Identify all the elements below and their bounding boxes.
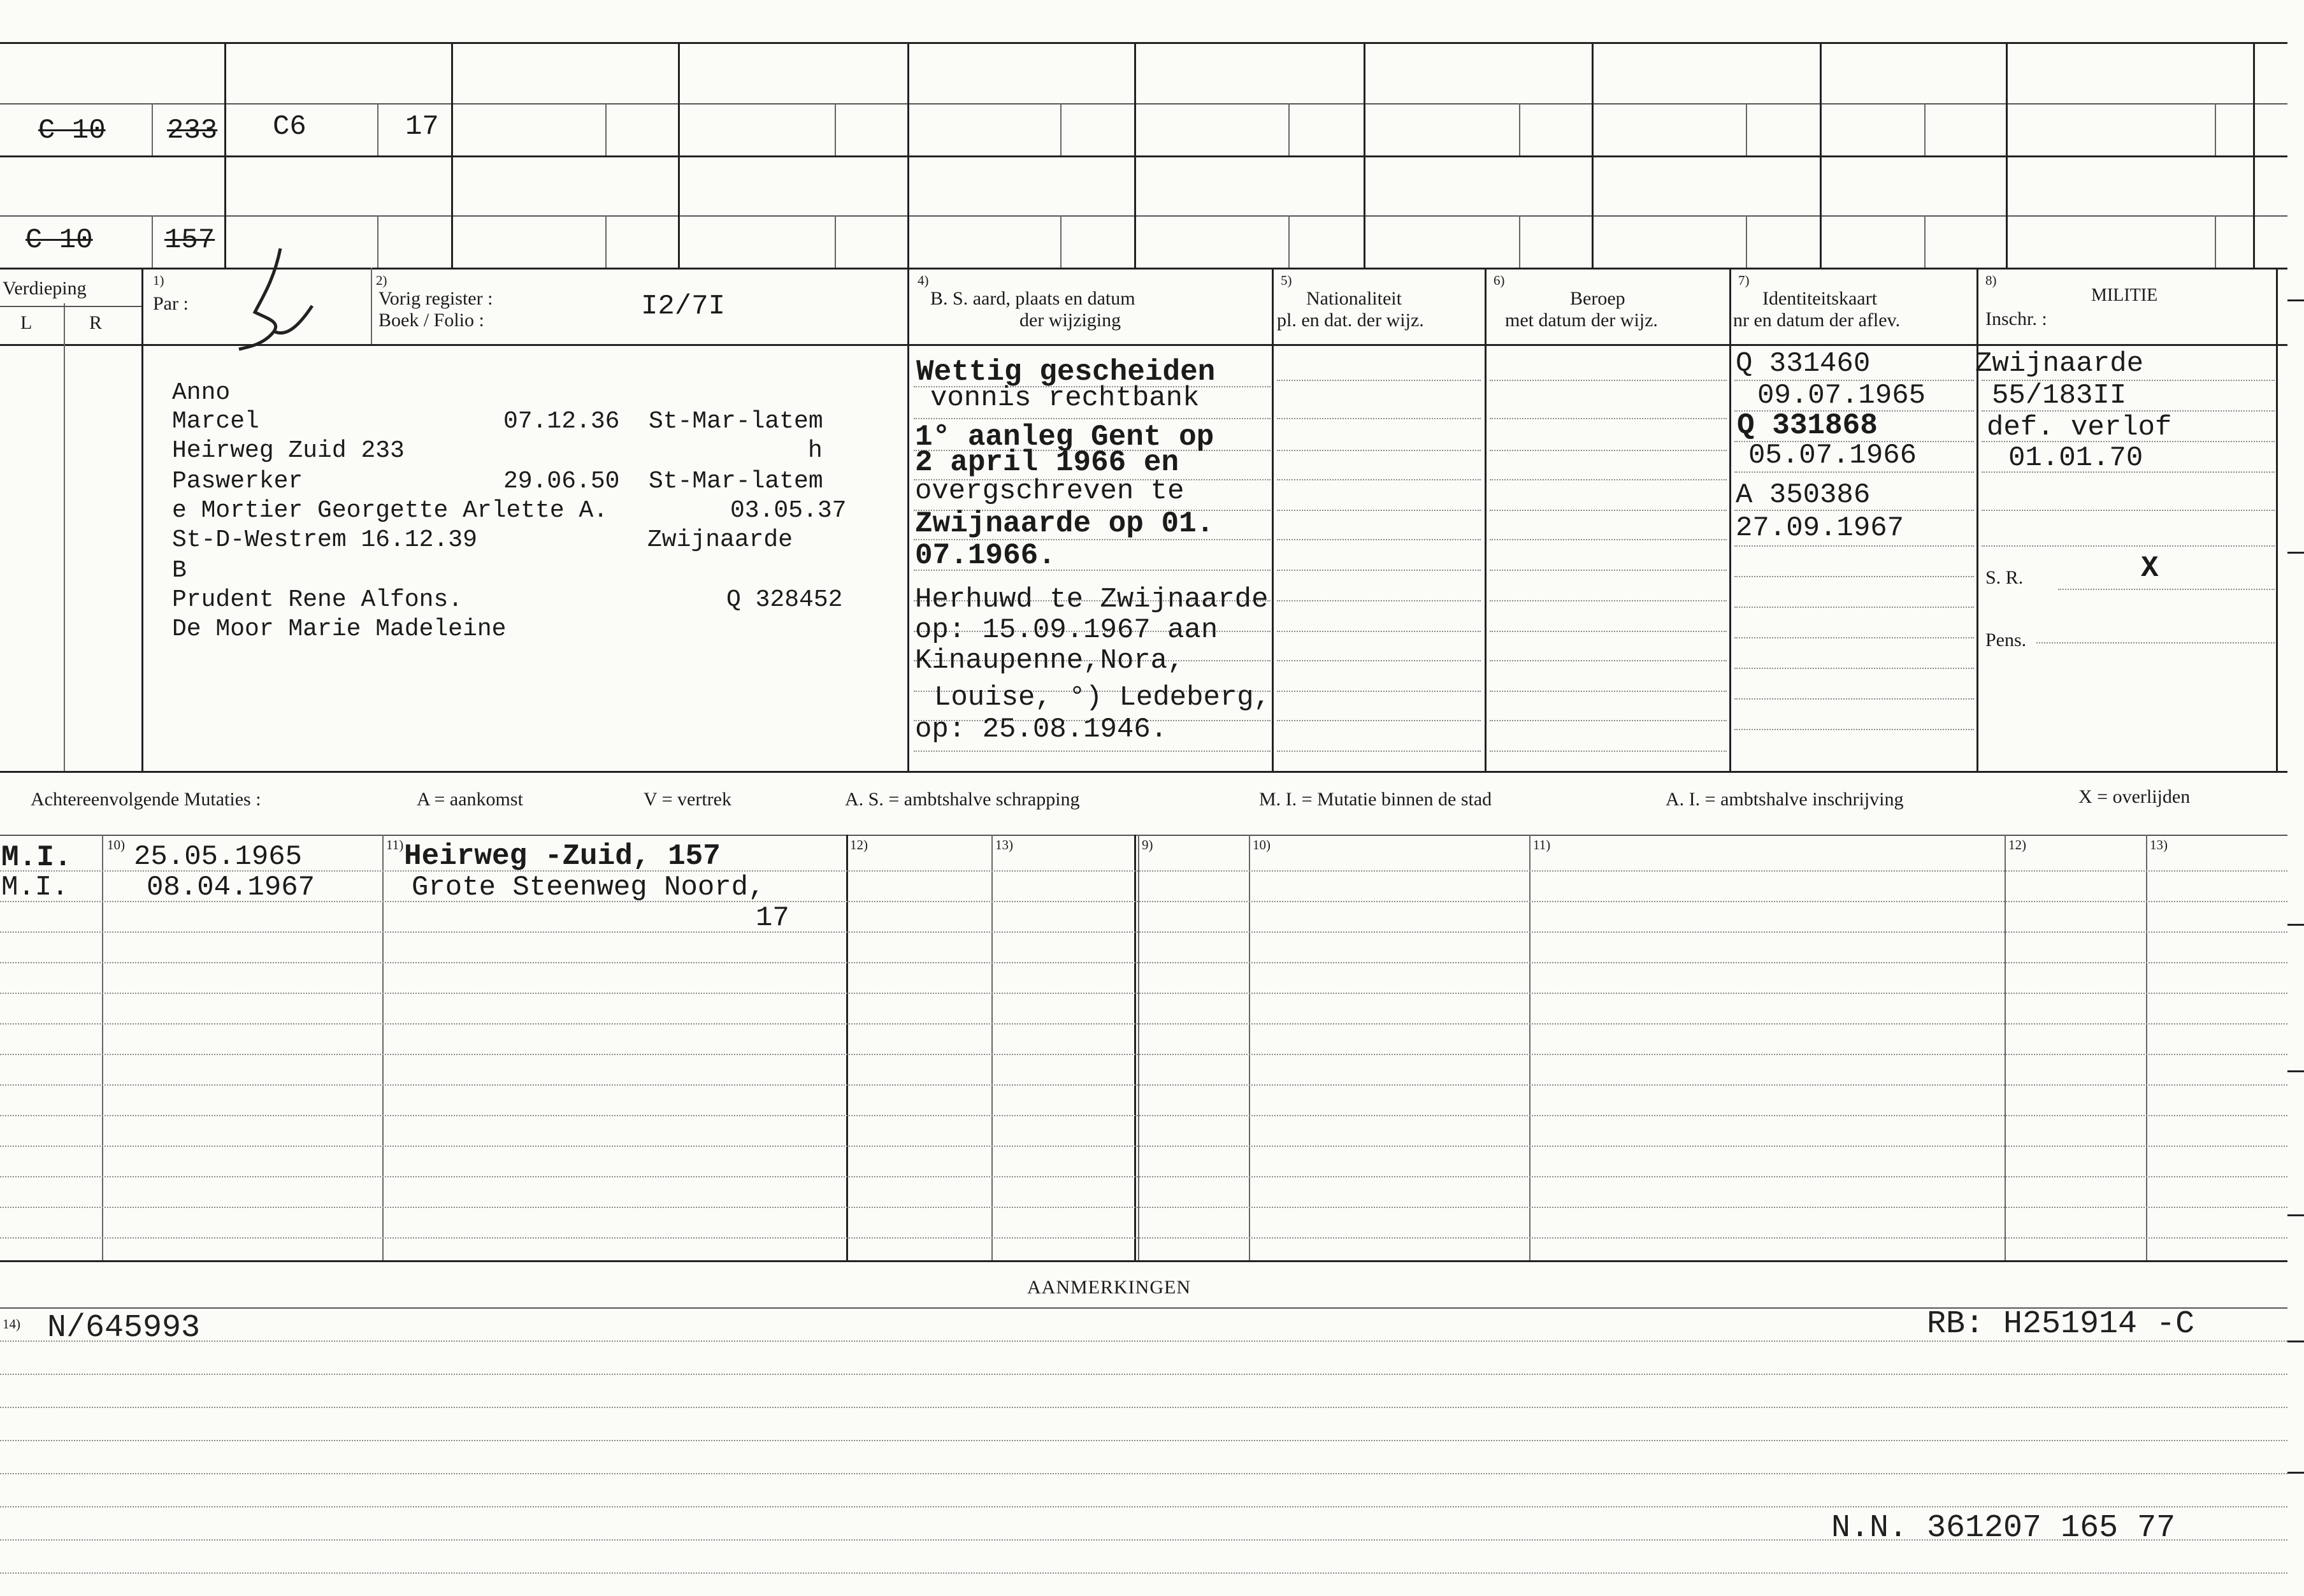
identiteitskaart-sub-label: nr en datum der aflev.	[1733, 310, 1901, 331]
legend-mi: M. I. = Mutatie binnen de stad	[1259, 789, 1492, 810]
n8-label: 8)	[1985, 273, 1997, 288]
legend-a: A = aankomst	[417, 789, 523, 810]
grid-r2-c1: C 10	[25, 224, 93, 256]
person-father: Prudent Rene Alfons.	[172, 586, 463, 614]
mut-row-2-type: M.I.	[1, 872, 69, 903]
boek-folio-label: Boek / Folio :	[378, 310, 484, 331]
col-12b-header: 12)	[2008, 837, 2026, 852]
militie-status: def. verlof	[1987, 412, 2172, 443]
mut-row-1-date: 25.05.1965	[134, 841, 303, 873]
id-card-2-date: 05.07.1966	[1748, 440, 1917, 471]
person-occupation-place: St-Mar-latem	[649, 468, 823, 495]
col-11b-header: 11)	[1533, 837, 1551, 852]
person-address: Heirweg Zuid 233	[172, 437, 405, 464]
legend-as: A. S. = ambtshalve schrapping	[845, 789, 1080, 810]
col-13b-header: 13)	[2150, 837, 2168, 852]
legend-x: X = overlijden	[2078, 786, 2191, 807]
id-card-1-date: 09.07.1965	[1757, 380, 1926, 412]
grid-r2-c2: 157	[164, 224, 215, 256]
inschr-label: Inschr. :	[1985, 308, 2047, 329]
n2-label: 2)	[376, 273, 387, 288]
militie-number: 55/183II	[1992, 380, 2127, 412]
bs-line-0: Wettig gescheiden	[916, 356, 1216, 389]
legend-v: V = vertrek	[644, 789, 731, 810]
person-spouse-place: Zwijnaarde	[647, 526, 793, 554]
bs-label-2: der wijziging	[1019, 310, 1121, 331]
n7-label: 7)	[1738, 273, 1750, 288]
bs-line-1: vonnis rechtbank	[930, 382, 1200, 414]
mut-row-1-address: Heirweg -Zuid, 157	[404, 840, 721, 873]
person-spouse: e Mortier Georgette Arlette A.	[172, 497, 608, 524]
bs-label-1: B. S. aard, plaats en datum	[930, 288, 1135, 309]
mut-row-2-address: Grote Steenweg Noord,	[412, 872, 765, 903]
aanmerkingen-title: AANMERKINGEN	[1027, 1277, 1191, 1298]
legend-ai: A. I. = ambtshalve inschrijving	[1666, 789, 1904, 810]
verdieping-label: Verdieping	[3, 278, 87, 299]
r-label: R	[89, 312, 103, 333]
mut-row-1-type: M.I.	[1, 841, 72, 874]
col-10-header: 10)	[107, 837, 125, 852]
sr-value: X	[2141, 552, 2159, 585]
person-spouse-date: 03.05.37	[730, 497, 847, 524]
n5-label: 5)	[1281, 273, 1292, 288]
person-line	[172, 378, 230, 408]
pen-scribble	[236, 242, 319, 357]
person-occupation-date: 29.06.50	[503, 468, 620, 495]
n6-label: 6)	[1494, 273, 1505, 288]
person-mother: De Moor Marie Madeleine	[172, 615, 507, 643]
col-13-header: 13)	[995, 837, 1013, 852]
bs-line-10: Louise, °) Ledeberg,	[934, 682, 1271, 714]
mut-row-3-address: 17	[756, 902, 789, 934]
vorig-register-value: I2/7I	[641, 291, 726, 322]
col-12-header: 12)	[850, 837, 868, 852]
militie-place: Zwijnaarde	[1975, 348, 2144, 380]
id-card-3: A 350386	[1736, 479, 1871, 511]
aanmerking-rb-number: RB: H251914 -C	[1927, 1306, 2195, 1342]
person-spouse-birth: St-D-Westrem 16.12.39	[172, 526, 477, 554]
col-11-header: 11)	[386, 837, 404, 852]
mutaties-title: Achtereenvolgende Mutaties :	[31, 789, 261, 810]
n14-label: 14)	[3, 1316, 20, 1332]
aanmerking-n-number: N/645993	[47, 1310, 201, 1346]
bs-line-2: 1° aanleg Gent op	[915, 421, 1214, 454]
bs-line-5: Zwijnaarde op 01.	[915, 507, 1214, 540]
grid-r1-c4: 17	[405, 111, 439, 143]
l-label: L	[20, 312, 32, 333]
id-card-3-date: 27.09.1967	[1736, 512, 1904, 544]
person-firstname: Marcel	[172, 408, 259, 435]
nationaliteit-label: Nationaliteit	[1306, 288, 1402, 309]
col-10b-header: 10)	[1253, 837, 1271, 852]
par-label: Par :	[153, 293, 189, 314]
bs-line-8: op: 15.09.1967 aan	[915, 614, 1218, 646]
person-occupation: Paswerker	[172, 468, 303, 495]
person-birthdate: 07.12.36	[503, 408, 620, 435]
grid-r1-c2: 233	[167, 115, 218, 147]
person-father-id: Q 328452	[726, 586, 843, 614]
bs-line-4: overgschreven te	[915, 475, 1184, 507]
vorig-register-label: Vorig register :	[378, 288, 493, 309]
identiteitskaart-label: Identiteitskaart	[1762, 288, 1877, 309]
bs-line-3: 2 april 1966 en	[915, 446, 1179, 479]
n1-label: 1)	[153, 273, 164, 288]
beroep-label: Beroep	[1570, 288, 1625, 309]
militie-label: MILITIE	[2091, 285, 2158, 305]
nationaliteit-sub-label: pl. en dat. der wijz.	[1277, 310, 1424, 331]
id-card-1: Q 331460	[1736, 348, 1871, 380]
bs-line-11: op: 25.08.1946.	[915, 714, 1168, 745]
grid-r1-c3: C6	[273, 111, 306, 143]
bs-line-7: Herhuwd te Zwijnaarde	[915, 584, 1269, 615]
person-mark-b: B	[172, 557, 187, 584]
person-address-mark: h	[808, 437, 823, 464]
person-line-0: Anno	[172, 379, 231, 406]
national-number: N.N. 361207 165 77	[1831, 1510, 2176, 1546]
bs-line-9: Kinaupenne,Nora,	[915, 645, 1184, 677]
bs-line-6: 07.1966.	[915, 539, 1056, 572]
beroep-sub-label: met datum der wijz.	[1505, 310, 1658, 331]
col-9b-header: 9)	[1142, 837, 1153, 852]
sr-label: S. R.	[1985, 567, 2024, 588]
id-card-2: Q 331868	[1737, 409, 1878, 442]
pens-label: Pens.	[1985, 629, 2027, 651]
n4-label: 4)	[918, 273, 929, 288]
mut-row-2-date: 08.04.1967	[147, 872, 315, 903]
militie-date: 01.01.70	[2008, 442, 2143, 474]
person-birthplace: St-Mar-latem	[649, 408, 823, 435]
grid-r1-c1: C 10	[38, 115, 106, 147]
